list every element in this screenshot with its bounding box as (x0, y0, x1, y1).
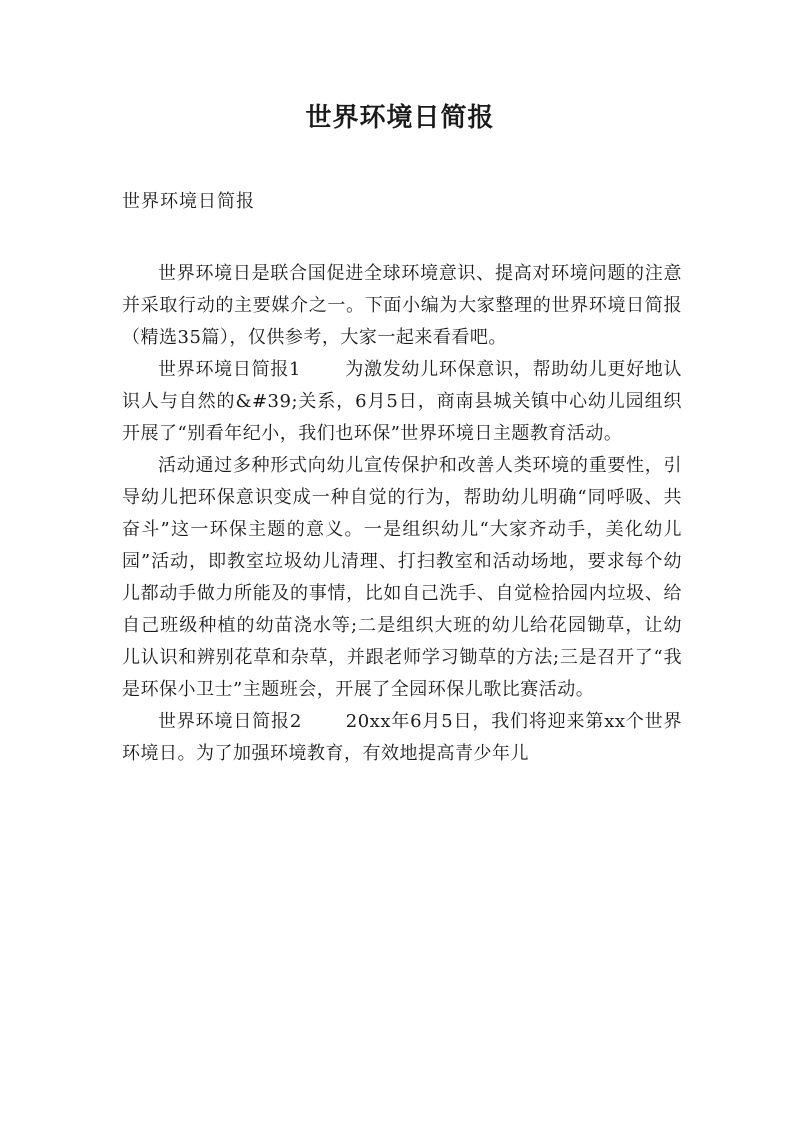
paragraph-text: 世界环境日是联合国促进全球环境意识、提高对环境问题的注意并采取行动的主要媒介之一。下面小编为大家整理的世界环境日简报（精选35篇），仅供参考，大家一起来看看吧。 (122, 263, 682, 348)
document-title: 世界环境日简报 (305, 103, 495, 133)
report-1-paragraph (122, 354, 682, 450)
report-2-paragraph (122, 706, 682, 770)
paragraph-text: 活动通过多种形式向幼儿宣传保护和改善人类环境的重要性，引导幼儿把环保意识变成一种自觉的行为，帮助幼儿明确“同呼吸、共奋斗”这一环保主题的意义。一是组织幼儿“大家齐动手，美化幼儿园”活动，即教室垃圾幼儿清理、打扫教室和活动场地，要求每个幼儿都动手做力所能及的事情，比如自己洗手、自觉检拾园内垃圾、给自己班级种植的幼苗浇水等;二是组织大班的幼儿给花园锄草，让幼儿认识和辨别花草和杂草，并跟老师学习锄草的方法;三是召开了“我是环保小卫士”主题班会，开展了全园环保儿歌比赛活动。 (122, 455, 682, 700)
report-2-heading: 世界环境日简报2 (158, 711, 302, 732)
paragraph-text: 20xx年6月5日，我们将迎来第xx个世界环境日。为了加强环境教育，有效地提高青少年儿 (122, 711, 682, 764)
paragraph-text: 为激发幼儿环保意识，帮助幼儿更好地认识人与自然的&#39;关系，6月5日，商南县城关镇中心幼儿园组织开展了“别看年纪小，我们也环保”世界环境日主题教育活动。 (122, 359, 683, 444)
document-body (122, 258, 682, 770)
activity-paragraph (122, 450, 682, 706)
document-subtitle: 世界环境日简报 (122, 191, 255, 212)
intro-paragraph (122, 258, 682, 354)
report-1-heading: 世界环境日简报1 (158, 359, 302, 380)
